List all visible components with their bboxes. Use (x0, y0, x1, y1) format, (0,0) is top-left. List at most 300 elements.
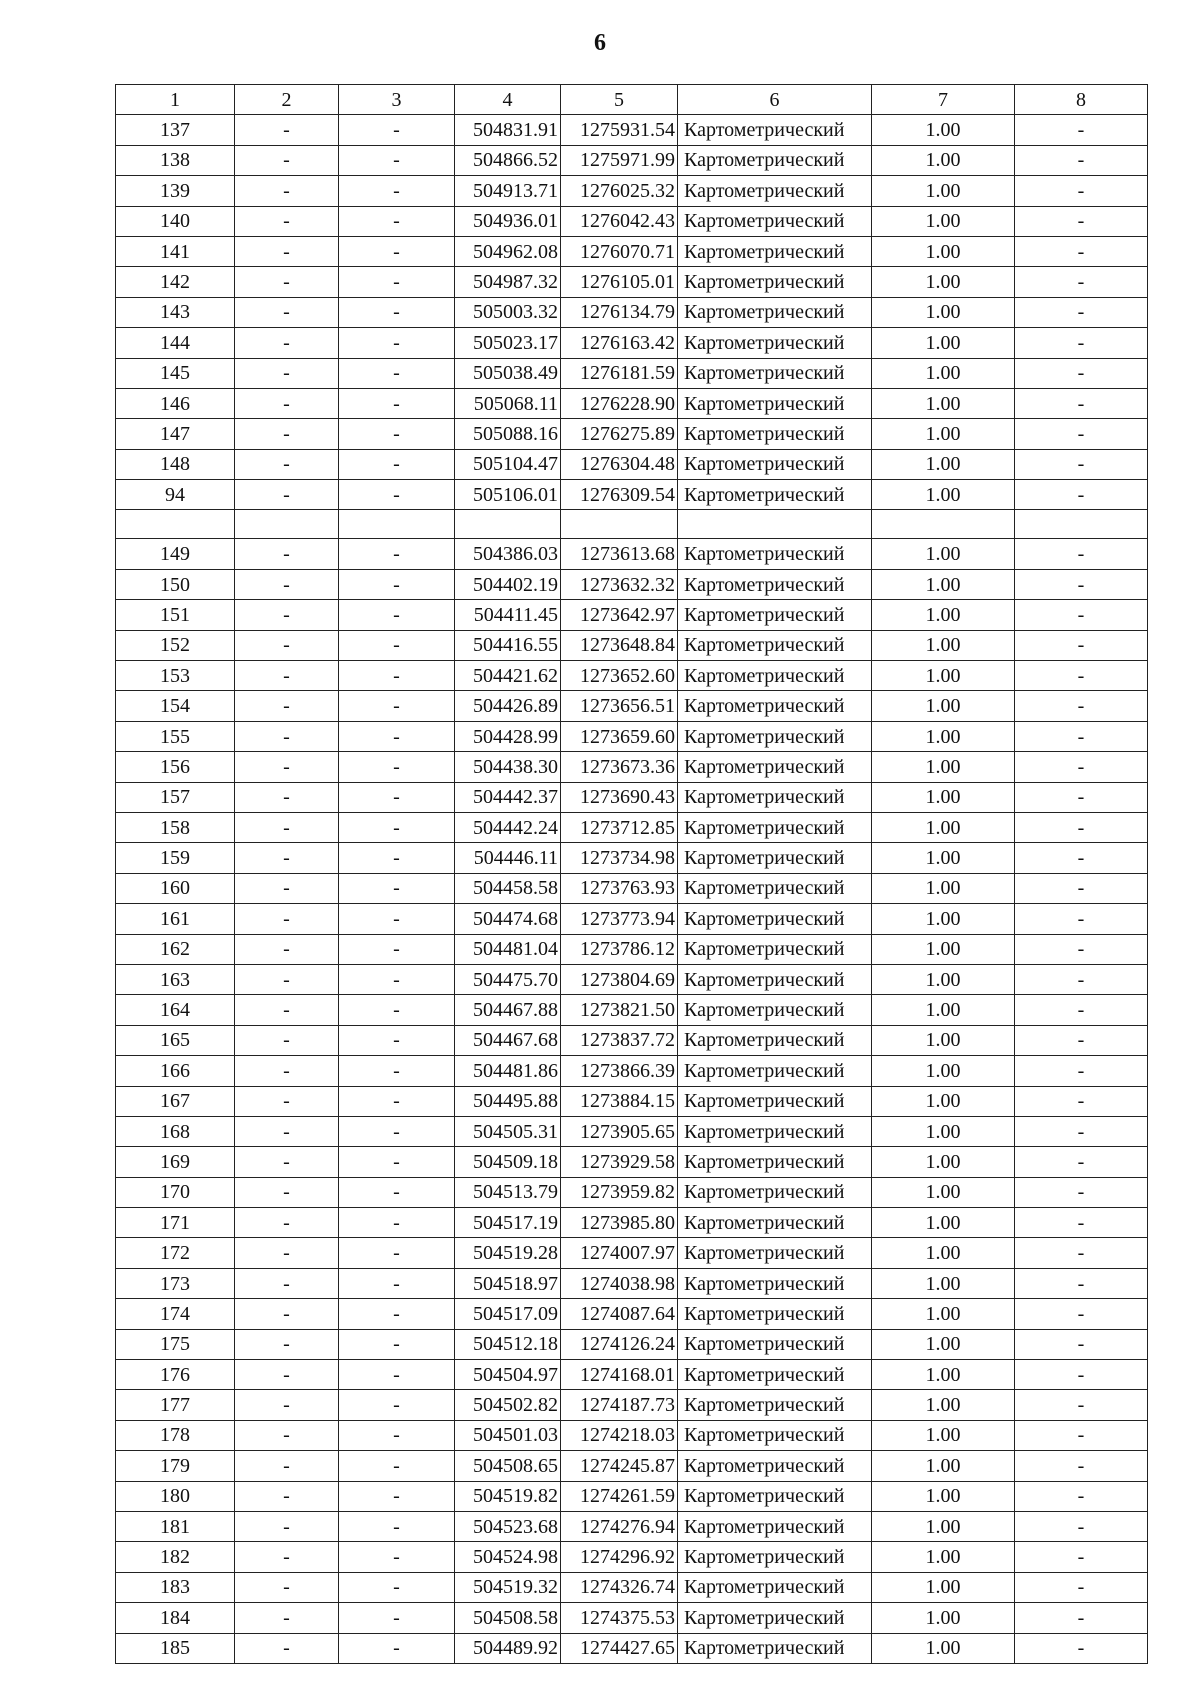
accuracy-cell (872, 510, 1015, 539)
x-coordinate-cell: 504458.58 (455, 873, 561, 903)
col-3-value-cell: - (339, 752, 455, 782)
method-cell: Картометрический (678, 1025, 872, 1055)
y-coordinate-cell: 1273734.98 (561, 843, 678, 873)
y-coordinate-cell: 1276163.42 (561, 328, 678, 358)
table-row (116, 419, 1148, 449)
accuracy-cell: 1.00 (872, 964, 1015, 994)
table-row (116, 297, 1148, 327)
col-8-value-cell: - (1015, 206, 1148, 236)
point-number-cell: 138 (116, 145, 235, 175)
accuracy-cell: 1.00 (872, 721, 1015, 751)
method-cell: Картометрический (678, 1177, 872, 1207)
accuracy-cell: 1.00 (872, 1056, 1015, 1086)
point-number-cell: 154 (116, 691, 235, 721)
accuracy-cell: 1.00 (872, 358, 1015, 388)
x-coordinate-cell: 504524.98 (455, 1542, 561, 1572)
method-cell: Картометрический (678, 1360, 872, 1390)
col-8-value-cell: - (1015, 1603, 1148, 1633)
x-coordinate-cell: 504411.45 (455, 600, 561, 630)
y-coordinate-cell: 1274276.94 (561, 1511, 678, 1541)
page-number: 6 (594, 30, 606, 56)
y-coordinate-cell: 1273656.51 (561, 691, 678, 721)
table-row (116, 1603, 1148, 1633)
y-coordinate-cell: 1273821.50 (561, 995, 678, 1025)
method-cell: Картометрический (678, 236, 872, 266)
point-number-cell: 181 (116, 1511, 235, 1541)
x-coordinate-cell: 504501.03 (455, 1420, 561, 1450)
table-row (116, 1025, 1148, 1055)
col-2-value-cell: - (235, 115, 339, 145)
point-number-cell: 162 (116, 934, 235, 964)
table-row (116, 752, 1148, 782)
col-2-value-cell: - (235, 1420, 339, 1450)
col-3-value-cell: - (339, 691, 455, 721)
accuracy-cell: 1.00 (872, 873, 1015, 903)
col-2-value-cell: - (235, 1086, 339, 1116)
col-8-value-cell: - (1015, 995, 1148, 1025)
y-coordinate-cell (561, 510, 678, 539)
col-3-value-cell: - (339, 964, 455, 994)
column-header: 2 (235, 85, 339, 115)
col-8-value-cell: - (1015, 752, 1148, 782)
table-row (116, 1481, 1148, 1511)
x-coordinate-cell: 504523.68 (455, 1511, 561, 1541)
col-3-value-cell: - (339, 539, 455, 569)
x-coordinate-cell: 504416.55 (455, 630, 561, 660)
col-3-value-cell: - (339, 1147, 455, 1177)
col-8-value-cell: - (1015, 539, 1148, 569)
point-number-cell: 149 (116, 539, 235, 569)
x-coordinate-cell: 504446.11 (455, 843, 561, 873)
method-cell: Картометрический (678, 297, 872, 327)
col-2-value-cell: - (235, 964, 339, 994)
col-8-value-cell: - (1015, 812, 1148, 842)
col-3-value-cell: - (339, 1116, 455, 1146)
point-number-cell: 170 (116, 1177, 235, 1207)
point-number-cell: 151 (116, 600, 235, 630)
method-cell: Картометрический (678, 1572, 872, 1602)
x-coordinate-cell: 504913.71 (455, 176, 561, 206)
table-row (116, 1542, 1148, 1572)
col-2-value-cell: - (235, 1360, 339, 1390)
col-3-value-cell: - (339, 358, 455, 388)
point-number-cell: 155 (116, 721, 235, 751)
y-coordinate-cell: 1274168.01 (561, 1360, 678, 1390)
col-3-value-cell: - (339, 1208, 455, 1238)
y-coordinate-cell: 1273837.72 (561, 1025, 678, 1055)
accuracy-cell: 1.00 (872, 480, 1015, 510)
method-cell: Картометрический (678, 539, 872, 569)
table-row (116, 630, 1148, 660)
col-8-value-cell: - (1015, 1390, 1148, 1420)
table-row (116, 539, 1148, 569)
table-header-row (116, 85, 1148, 115)
col-2-value-cell: - (235, 661, 339, 691)
y-coordinate-cell: 1273884.15 (561, 1086, 678, 1116)
point-number-cell: 147 (116, 419, 235, 449)
col-8-value-cell: - (1015, 480, 1148, 510)
col-8-value-cell: - (1015, 721, 1148, 751)
table-row (116, 873, 1148, 903)
y-coordinate-cell: 1273804.69 (561, 964, 678, 994)
y-coordinate-cell: 1273642.97 (561, 600, 678, 630)
y-coordinate-cell: 1274218.03 (561, 1420, 678, 1450)
method-cell: Картометрический (678, 691, 872, 721)
y-coordinate-cell: 1273905.65 (561, 1116, 678, 1146)
col-2-value-cell: - (235, 1177, 339, 1207)
col-3-value-cell: - (339, 600, 455, 630)
method-cell: Картометрический (678, 176, 872, 206)
x-coordinate-cell: 504512.18 (455, 1329, 561, 1359)
col-8-value-cell: - (1015, 1299, 1148, 1329)
point-number-cell: 137 (116, 115, 235, 145)
col-8-value-cell: - (1015, 661, 1148, 691)
col-3-value-cell: - (339, 1329, 455, 1359)
accuracy-cell: 1.00 (872, 1572, 1015, 1602)
point-number-cell: 148 (116, 449, 235, 479)
col-2-value-cell: - (235, 539, 339, 569)
col-2-value-cell: - (235, 1633, 339, 1663)
method-cell: Картометрический (678, 419, 872, 449)
table-row (116, 176, 1148, 206)
col-3-value-cell: - (339, 1603, 455, 1633)
col-8-value-cell: - (1015, 600, 1148, 630)
point-number-cell: 180 (116, 1481, 235, 1511)
column-header: 4 (455, 85, 561, 115)
table-row (116, 480, 1148, 510)
col-8-value-cell: - (1015, 297, 1148, 327)
x-coordinate-cell: 504513.79 (455, 1177, 561, 1207)
col-3-value-cell: - (339, 145, 455, 175)
col-8-value-cell: - (1015, 1451, 1148, 1481)
accuracy-cell: 1.00 (872, 843, 1015, 873)
method-cell: Картометрический (678, 449, 872, 479)
col-2-value-cell: - (235, 1603, 339, 1633)
col-2-value-cell: - (235, 1511, 339, 1541)
point-number-cell: 143 (116, 297, 235, 327)
method-cell: Картометрический (678, 1299, 872, 1329)
col-2-value-cell: - (235, 1572, 339, 1602)
col-3-value-cell: - (339, 1542, 455, 1572)
method-cell: Картометрический (678, 1511, 872, 1541)
col-2-value-cell: - (235, 1268, 339, 1298)
accuracy-cell: 1.00 (872, 1147, 1015, 1177)
y-coordinate-cell: 1273959.82 (561, 1177, 678, 1207)
method-cell: Картометрический (678, 1633, 872, 1663)
table-row (116, 964, 1148, 994)
point-number-cell: 173 (116, 1268, 235, 1298)
point-number-cell: 183 (116, 1572, 235, 1602)
col-2-value-cell: - (235, 721, 339, 751)
y-coordinate-cell: 1274326.74 (561, 1572, 678, 1602)
col-8-value-cell: - (1015, 1481, 1148, 1511)
point-number-cell: 166 (116, 1056, 235, 1086)
col-8-value-cell: - (1015, 964, 1148, 994)
accuracy-cell: 1.00 (872, 1511, 1015, 1541)
col-8-value-cell: - (1015, 1511, 1148, 1541)
x-coordinate-cell: 505088.16 (455, 419, 561, 449)
x-coordinate-cell: 504421.62 (455, 661, 561, 691)
coordinates-table (115, 84, 1148, 1664)
col-2-value-cell: - (235, 1542, 339, 1572)
table-row (116, 782, 1148, 812)
x-coordinate-cell: 504508.58 (455, 1603, 561, 1633)
col-8-value-cell: - (1015, 569, 1148, 599)
col-2-value-cell: - (235, 1147, 339, 1177)
x-coordinate-cell: 504509.18 (455, 1147, 561, 1177)
x-coordinate-cell: 504504.97 (455, 1360, 561, 1390)
point-number-cell: 146 (116, 388, 235, 418)
col-3-value-cell: - (339, 812, 455, 842)
table-row (116, 661, 1148, 691)
method-cell: Картометрический (678, 267, 872, 297)
table-row (116, 449, 1148, 479)
col-2-value-cell: - (235, 1481, 339, 1511)
accuracy-cell: 1.00 (872, 1360, 1015, 1390)
col-3-value-cell: - (339, 236, 455, 266)
method-cell: Картометрический (678, 569, 872, 599)
x-coordinate-cell: 504475.70 (455, 964, 561, 994)
col-2-value-cell: - (235, 236, 339, 266)
x-coordinate-cell: 504467.68 (455, 1025, 561, 1055)
col-8-value-cell: - (1015, 1329, 1148, 1359)
point-number-cell: 164 (116, 995, 235, 1025)
point-number-cell: 139 (116, 176, 235, 206)
col-2-value-cell: - (235, 1390, 339, 1420)
method-cell: Картометрический (678, 630, 872, 660)
x-coordinate-cell: 505023.17 (455, 328, 561, 358)
y-coordinate-cell: 1274038.98 (561, 1268, 678, 1298)
x-coordinate-cell: 504426.89 (455, 691, 561, 721)
col-2-value-cell: - (235, 297, 339, 327)
col-3-value-cell: - (339, 782, 455, 812)
col-3-value-cell: - (339, 1633, 455, 1663)
x-coordinate-cell: 504481.04 (455, 934, 561, 964)
table-row (116, 1572, 1148, 1602)
col-2-value-cell: - (235, 206, 339, 236)
table-row (116, 600, 1148, 630)
table-row (116, 1086, 1148, 1116)
x-coordinate-cell: 504519.32 (455, 1572, 561, 1602)
accuracy-cell: 1.00 (872, 691, 1015, 721)
col-8-value-cell: - (1015, 328, 1148, 358)
accuracy-cell: 1.00 (872, 1633, 1015, 1663)
table-row (116, 145, 1148, 175)
y-coordinate-cell: 1273659.60 (561, 721, 678, 751)
point-number-cell: 161 (116, 904, 235, 934)
y-coordinate-cell: 1276181.59 (561, 358, 678, 388)
x-coordinate-cell: 504438.30 (455, 752, 561, 782)
y-coordinate-cell: 1273763.93 (561, 873, 678, 903)
method-cell: Картометрический (678, 480, 872, 510)
col-3-value-cell: - (339, 1177, 455, 1207)
table-row (116, 358, 1148, 388)
method-cell: Картометрический (678, 1329, 872, 1359)
x-coordinate-cell: 505068.11 (455, 388, 561, 418)
method-cell: Картометрический (678, 1451, 872, 1481)
table-row (116, 904, 1148, 934)
col-3-value-cell: - (339, 995, 455, 1025)
accuracy-cell: 1.00 (872, 600, 1015, 630)
y-coordinate-cell: 1273866.39 (561, 1056, 678, 1086)
col-3-value-cell: - (339, 1086, 455, 1116)
method-cell: Картометрический (678, 782, 872, 812)
col-8-value-cell: - (1015, 1238, 1148, 1268)
accuracy-cell: 1.00 (872, 995, 1015, 1025)
point-number-cell: 168 (116, 1116, 235, 1146)
x-coordinate-cell: 504962.08 (455, 236, 561, 266)
col-8-value-cell: - (1015, 388, 1148, 418)
method-cell: Картометрический (678, 1116, 872, 1146)
column-header: 5 (561, 85, 678, 115)
table-row (116, 328, 1148, 358)
accuracy-cell: 1.00 (872, 267, 1015, 297)
col-2-value-cell: - (235, 388, 339, 418)
y-coordinate-cell: 1276228.90 (561, 388, 678, 418)
accuracy-cell: 1.00 (872, 115, 1015, 145)
col-8-value-cell: - (1015, 1360, 1148, 1390)
accuracy-cell: 1.00 (872, 176, 1015, 206)
col-2-value-cell: - (235, 1208, 339, 1238)
column-header: 7 (872, 85, 1015, 115)
x-coordinate-cell: 504467.88 (455, 995, 561, 1025)
point-number-cell: 182 (116, 1542, 235, 1572)
y-coordinate-cell: 1274245.87 (561, 1451, 678, 1481)
col-2-value-cell: - (235, 904, 339, 934)
col-3-value-cell: - (339, 1572, 455, 1602)
col-3-value-cell: - (339, 843, 455, 873)
accuracy-cell: 1.00 (872, 1086, 1015, 1116)
x-coordinate-cell: 504402.19 (455, 569, 561, 599)
col-8-value-cell: - (1015, 934, 1148, 964)
method-cell: Картометрический (678, 964, 872, 994)
table-row (116, 1177, 1148, 1207)
col-3-value-cell: - (339, 206, 455, 236)
point-number-cell: 157 (116, 782, 235, 812)
col-3-value-cell: - (339, 661, 455, 691)
col-8-value-cell: - (1015, 419, 1148, 449)
col-8-value-cell: - (1015, 1056, 1148, 1086)
point-number-cell: 165 (116, 1025, 235, 1055)
y-coordinate-cell: 1274261.59 (561, 1481, 678, 1511)
table-row (116, 1633, 1148, 1663)
col-2-value-cell: - (235, 145, 339, 175)
method-cell: Картометрический (678, 1238, 872, 1268)
column-header: 8 (1015, 85, 1148, 115)
table-row (116, 1238, 1148, 1268)
y-coordinate-cell: 1273786.12 (561, 934, 678, 964)
point-number-cell: 163 (116, 964, 235, 994)
method-cell: Картометрический (678, 1086, 872, 1116)
col-8-value-cell: - (1015, 1268, 1148, 1298)
x-coordinate-cell: 505104.47 (455, 449, 561, 479)
table-row (116, 1451, 1148, 1481)
x-coordinate-cell: 505003.32 (455, 297, 561, 327)
col-3-value-cell: - (339, 1056, 455, 1086)
table-row (116, 1268, 1148, 1298)
col-2-value-cell: - (235, 1451, 339, 1481)
method-cell: Картометрический (678, 1390, 872, 1420)
accuracy-cell: 1.00 (872, 206, 1015, 236)
col-3-value-cell: - (339, 1390, 455, 1420)
col-8-value-cell: - (1015, 145, 1148, 175)
method-cell: Картометрический (678, 358, 872, 388)
x-coordinate-cell: 504936.01 (455, 206, 561, 236)
accuracy-cell: 1.00 (872, 1390, 1015, 1420)
method-cell: Картометрический (678, 1603, 872, 1633)
y-coordinate-cell: 1273613.68 (561, 539, 678, 569)
point-number-cell: 174 (116, 1299, 235, 1329)
col-3-value-cell: - (339, 267, 455, 297)
accuracy-cell: 1.00 (872, 1542, 1015, 1572)
method-cell: Картометрический (678, 843, 872, 873)
col-3-value-cell: - (339, 449, 455, 479)
table-row (116, 1299, 1148, 1329)
y-coordinate-cell: 1274427.65 (561, 1633, 678, 1663)
col-3-value-cell: - (339, 297, 455, 327)
col-2-value-cell: - (235, 873, 339, 903)
y-coordinate-cell: 1273673.36 (561, 752, 678, 782)
method-cell: Картометрический (678, 1056, 872, 1086)
column-header: 1 (116, 85, 235, 115)
col-8-value-cell: - (1015, 873, 1148, 903)
table-row (116, 1208, 1148, 1238)
col-8-value-cell: - (1015, 691, 1148, 721)
col-8-value-cell: - (1015, 449, 1148, 479)
col-3-value-cell: - (339, 873, 455, 903)
col-2-value-cell: - (235, 812, 339, 842)
accuracy-cell: 1.00 (872, 1420, 1015, 1450)
table-row (116, 1511, 1148, 1541)
col-2-value-cell: - (235, 176, 339, 206)
method-cell: Картометрический (678, 1268, 872, 1298)
accuracy-cell: 1.00 (872, 297, 1015, 327)
table-row (116, 267, 1148, 297)
x-coordinate-cell: 504519.28 (455, 1238, 561, 1268)
table-row (116, 1147, 1148, 1177)
col-2-value-cell: - (235, 328, 339, 358)
point-number-cell: 160 (116, 873, 235, 903)
x-coordinate-cell: 504502.82 (455, 1390, 561, 1420)
x-coordinate-cell: 504474.68 (455, 904, 561, 934)
col-8-value-cell: - (1015, 267, 1148, 297)
y-coordinate-cell: 1276025.32 (561, 176, 678, 206)
col-2-value-cell: - (235, 267, 339, 297)
method-cell: Картометрический (678, 873, 872, 903)
col-8-value-cell: - (1015, 176, 1148, 206)
col-8-value-cell: - (1015, 1633, 1148, 1663)
accuracy-cell: 1.00 (872, 1116, 1015, 1146)
accuracy-cell: 1.00 (872, 1268, 1015, 1298)
col-3-value-cell: - (339, 1268, 455, 1298)
col-2-value-cell: - (235, 934, 339, 964)
col-2-value-cell: - (235, 1025, 339, 1055)
col-8-value-cell: - (1015, 236, 1148, 266)
y-coordinate-cell: 1274126.24 (561, 1329, 678, 1359)
y-coordinate-cell: 1274007.97 (561, 1238, 678, 1268)
col-8-value-cell: - (1015, 904, 1148, 934)
accuracy-cell: 1.00 (872, 1451, 1015, 1481)
table-row (116, 934, 1148, 964)
method-cell: Картометрический (678, 328, 872, 358)
col-2-value-cell: - (235, 752, 339, 782)
point-number-cell: 172 (116, 1238, 235, 1268)
point-number-cell: 144 (116, 328, 235, 358)
table-row (116, 115, 1148, 145)
point-number-cell: 153 (116, 661, 235, 691)
col-3-value-cell: - (339, 1451, 455, 1481)
x-coordinate-cell: 504442.37 (455, 782, 561, 812)
